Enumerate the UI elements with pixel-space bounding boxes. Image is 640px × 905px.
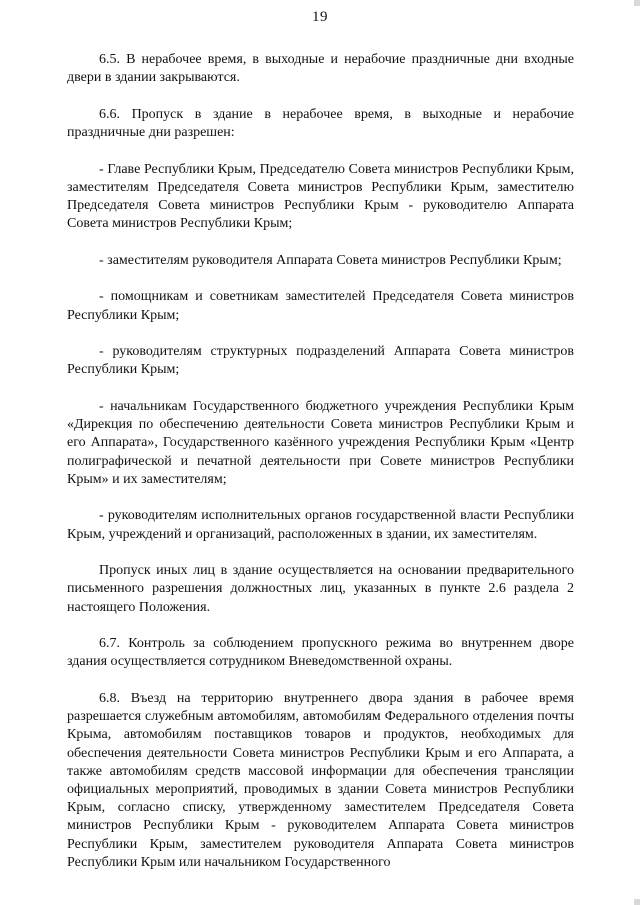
list-item-structural-division-heads: - руководителям структурных подразделений Аппарата Совета министров Республики Крым; [67, 344, 574, 378]
paragraph-6-8: 6.8. Въезд на территорию внутреннего двора здания в рабочее время разрешается служебным автомобилям, автомобилям Федерального отделения почты Крыма, автомобилям поставщиков товаров и продуктов, необходимых для обеспечения деятельности Совета министров Республики Крым и его Аппарата, а также автомобилям средств массовой информации для обеспечения трансляции официальных мероприятий, проводимых в здании Совета министров Республики Крым, согласно списку, утвержденному заместителем Председателя Совета министров Республики Крым - руководителем Аппарата Совета министров Республики Крым, заместителем руководителя Аппарата Совета министров Республики Крым или начальником Государственного [67, 690, 574, 870]
list-item-institution-chiefs: - начальникам Государственного бюджетного учреждения Республики Крым «Дирекция по обеспечению деятельности Совета министров Республики Крым и его Аппарата», Государственного казённого учреждения Республики Крым «Центр полиграфической и печатной деятельности при Совете министров Республики Крым» и их заместителям; [67, 398, 574, 487]
scan-edge-mark-top [634, 0, 640, 6]
list-item-heads: - Главе Республики Крым, Председателю Совета министров Республики Крым, заместителям Председателя Совета министров Республики Крым, заместителю Председателя Совета министров Республики Крым - руководителю Аппарата Совета министров Республики Крым; [67, 161, 574, 232]
paragraph-6-6: 6.6. Пропуск в здание в нерабочее время, в выходные и нерабочие праздничные дни разрешен: [67, 106, 574, 140]
list-item-executive-body-heads: - руководителям исполнительных органов государственной власти Республики Крым, учреждений и организаций, расположенных в здании, их заместителям. [67, 508, 574, 542]
paragraph-6-7: 6.7. Контроль за соблюдением пропускного режима во внутреннем дворе здания осуществляется сотрудником Вневедомственной охраны. [67, 636, 574, 670]
scan-edge-mark-bottom [634, 899, 640, 905]
list-item-assistants-advisors: - помощникам и советникам заместителей Председателя Совета министров Республики Крым; [67, 289, 574, 323]
list-item-deputy-heads-apparatus: - заместителям руководителя Аппарата Совета министров Республики Крым; [99, 252, 562, 268]
paragraph-6-5: 6.5. В нерабочее время, в выходные и нерабочие праздничные дни входные двери в здании закрываются. [67, 52, 574, 86]
page-number: 19 [312, 9, 328, 25]
paragraph-other-persons: Пропуск иных лиц в здание осуществляется на основании предварительного письменного разрешения должностных лиц, указанных в пункте 2.6 раздела 2 настоящего Положения. [67, 563, 574, 615]
document-body [67, 51, 574, 872]
